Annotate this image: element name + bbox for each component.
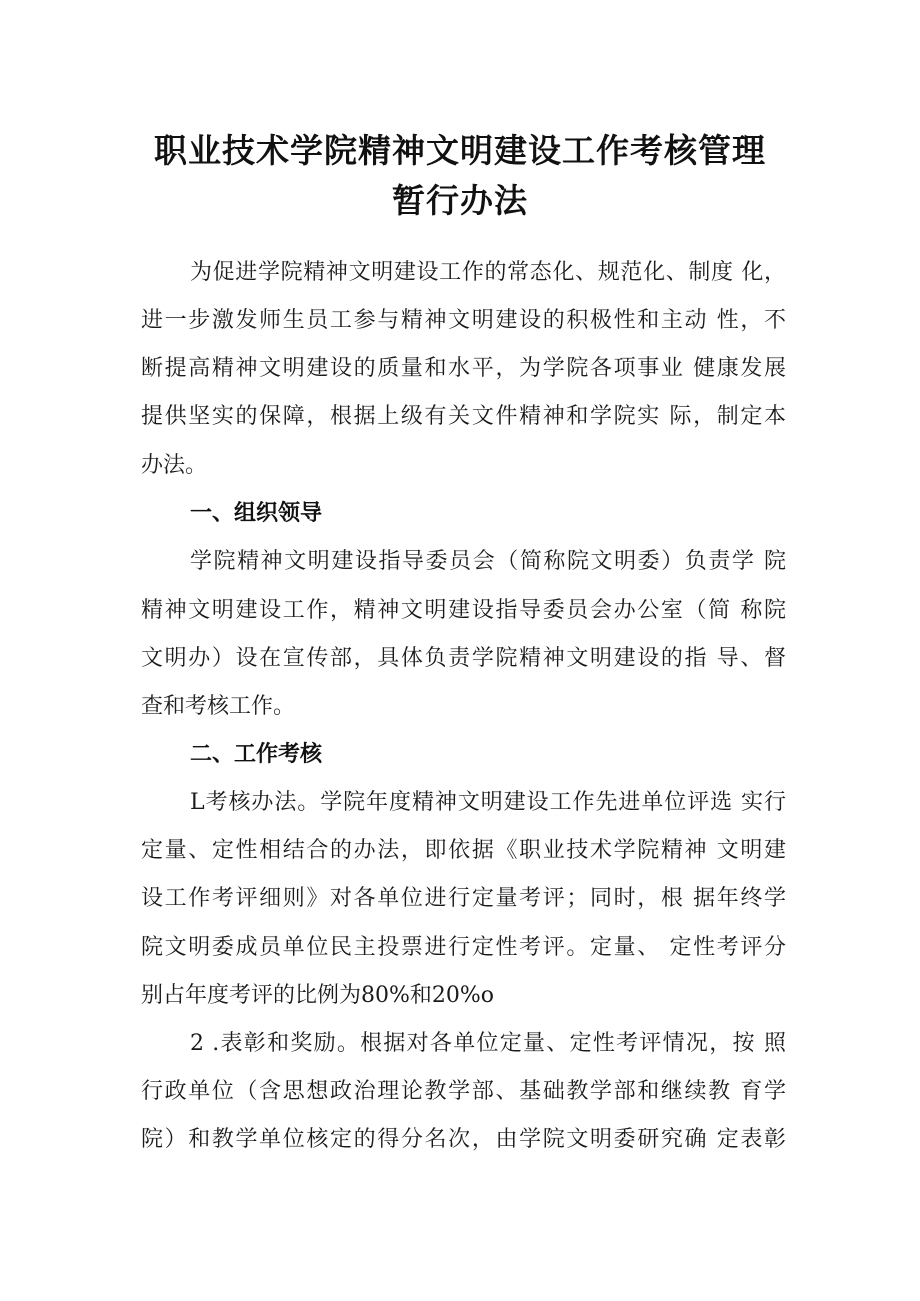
section-2-item-2-line: 行政单位（含思想政治理论教学部、基础教学部和继续教 育学 [141, 1079, 786, 1104]
section-2-item-2-line: 2 .表彰和奖励。根据对各单位定量、定性考评情况，按 照 [190, 1031, 786, 1056]
section-1-heading: 一、组织领导 [190, 501, 323, 526]
intro-line: 办法。 [141, 453, 208, 478]
intro-line: 提供坚实的保障，根据上级有关文件精神和学院实 际，制定本 [141, 404, 786, 429]
intro-line: 进一步激发师生员工参与精神文明建设的积极性和主动 性，不 [141, 308, 786, 333]
section-2-item-1-line: 别占年度考评的比例为80%和20%o [141, 983, 495, 1008]
section-2-item-1-line: 定量、定性相结合的办法，即依据《职业技术学院精神 文明建 [141, 838, 786, 863]
section-1-line: 学院精神文明建设指导委员会（简称院文明委）负责学 院 [190, 549, 786, 574]
section-1-line: 查和考核工作。 [141, 694, 296, 719]
section-2-item-1-line: 院文明委成员单位民主投票进行定性考评。定量、 定性考评分 [141, 935, 786, 960]
document-title-line-2: 暂行办法 [392, 181, 528, 220]
section-2-item-1-line: L考核办法。学院年度精神文明建设工作先进单位评选 实行 [190, 790, 786, 815]
intro-line: 断提高精神文明建设的质量和水平，为学院各项事业 健康发展 [141, 356, 786, 381]
section-2-item-2-line: 院）和教学单位核定的得分名次，由学院文明委研究确 定表彰 [141, 1127, 786, 1152]
section-1-line: 文明办）设在宣传部，具体负责学院精神文明建设的指 导、督 [141, 646, 786, 671]
section-2-item-1-line: 设工作考评细则》对各单位进行定量考评；同时，根 据年终学 [141, 886, 786, 911]
section-1-line: 精神文明建设工作，精神文明建设指导委员会办公室（简 称院 [141, 598, 786, 623]
section-2-heading: 二、工作考核 [190, 742, 323, 767]
document-title-line-1: 职业技术学院精神文明建设工作考核管理 [154, 131, 766, 170]
intro-line: 为促进学院精神文明建设工作的常态化、规范化、制度 化， [190, 260, 786, 285]
